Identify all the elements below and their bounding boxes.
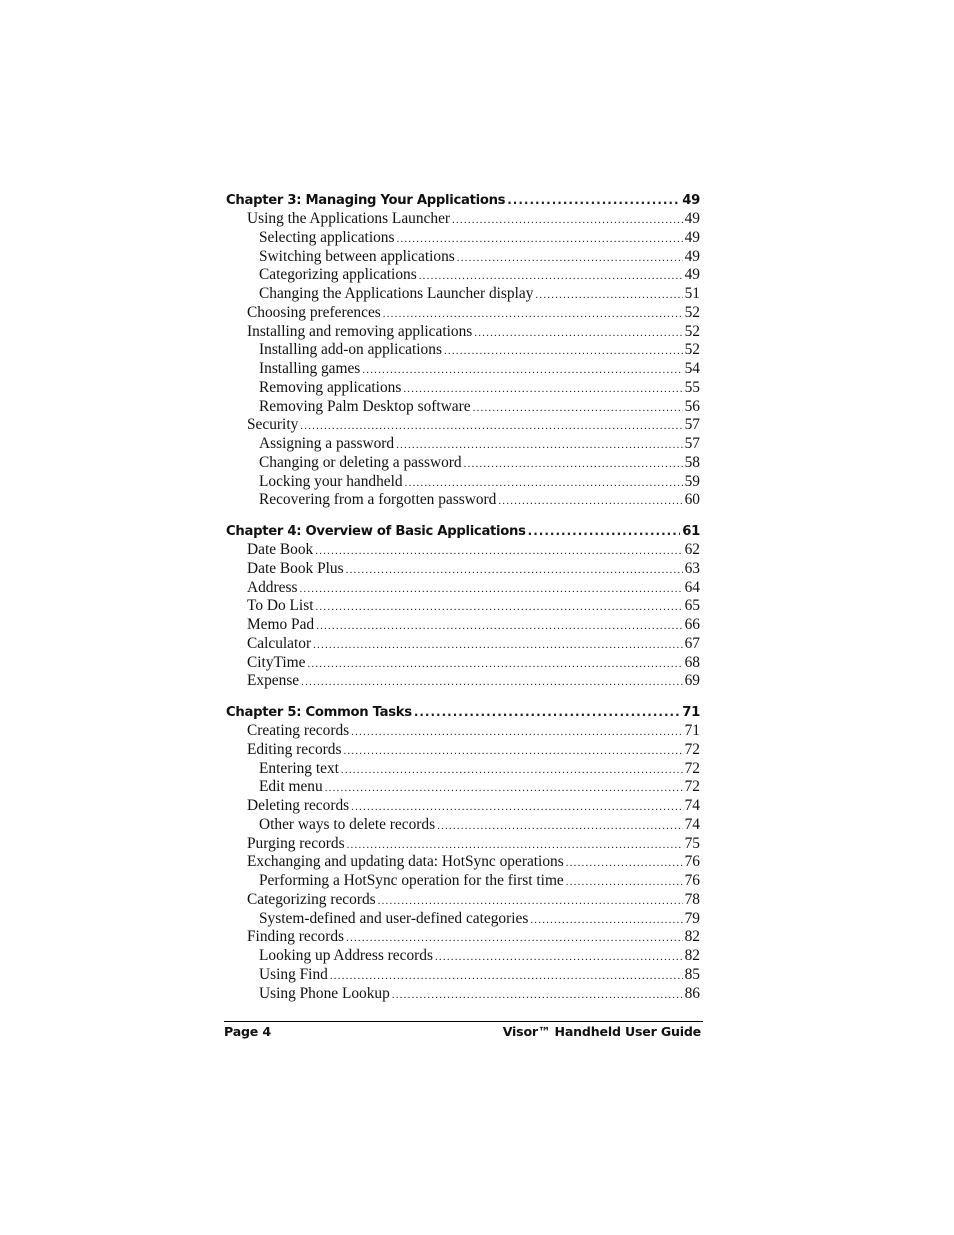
toc-dot-leader: [403, 380, 682, 399]
toc-page-number: 58: [684, 453, 700, 471]
toc-chapter: [226, 190, 700, 510]
toc-page-number: 74: [684, 797, 700, 814]
toc-entry-label: Removing applications: [259, 378, 402, 396]
toc-entry-label: Date Book: [247, 541, 314, 558]
toc-chapter-heading[interactable]: [226, 702, 700, 722]
toc-page-number: 65: [684, 597, 700, 615]
toc-subsection-entry[interactable]: [226, 985, 700, 1004]
toc-subsection-entry[interactable]: [226, 947, 700, 966]
toc-section-entry[interactable]: [226, 635, 700, 654]
toc-dot-leader: [528, 521, 681, 541]
toc-dot-leader: [341, 761, 683, 780]
toc-section-entry[interactable]: [226, 541, 700, 560]
toc-entry-label: Assigning a password: [259, 435, 395, 452]
toc-subsection-entry[interactable]: [226, 360, 700, 379]
toc-subsection-entry[interactable]: [226, 454, 700, 473]
toc-dot-leader: [452, 211, 683, 230]
toc-page-number: 72: [684, 759, 700, 777]
toc-entry-label: Removing Palm Desktop software: [259, 397, 471, 415]
toc-page-number: 68: [684, 653, 700, 671]
toc-dot-leader: [300, 417, 682, 436]
toc-section-entry[interactable]: [226, 672, 700, 691]
toc-entry-label: Changing or deleting a password: [259, 453, 462, 471]
toc-page-number: 54: [684, 360, 700, 377]
toc-entry-label: Security: [247, 416, 299, 434]
toc-page-number: 52: [684, 341, 700, 359]
footer-divider: [224, 1021, 703, 1022]
toc-subsection-entry[interactable]: [226, 872, 700, 891]
toc-dot-leader: [346, 561, 683, 580]
toc-dot-leader: [315, 542, 682, 561]
toc-page-number: 76: [684, 853, 700, 871]
toc-page-number: 85: [684, 965, 700, 983]
toc-dot-leader: [315, 598, 682, 617]
toc-dot-leader: [498, 492, 682, 511]
toc-subsection-entry[interactable]: [226, 229, 700, 248]
toc-chapter-title: Chapter 3: Managing Your Applications: [226, 193, 506, 208]
toc-subsection-entry[interactable]: [226, 491, 700, 510]
toc-entry-label: Deleting records: [247, 797, 350, 814]
toc-subsection-entry[interactable]: [226, 778, 700, 797]
toc-entry-label: Other ways to delete records: [259, 815, 436, 833]
toc-page-number: 79: [684, 909, 700, 927]
toc-page-number: 49: [684, 228, 700, 246]
toc-page-number: 74: [684, 815, 700, 833]
toc-entry-label: Performing a HotSync operation for the first time: [259, 872, 564, 889]
toc-dot-leader: [405, 474, 683, 493]
toc-page-number: 64: [684, 578, 700, 596]
toc-entry-label: Using Find: [259, 965, 328, 983]
toc-page-number: 60: [684, 491, 700, 509]
toc-entry-label: Selecting applications: [259, 228, 395, 246]
toc-section-entry[interactable]: [226, 853, 700, 872]
toc-page-number: 51: [684, 285, 700, 302]
toc-entry-label: Expense: [247, 672, 300, 690]
toc-entry-label: Installing games: [259, 360, 361, 377]
toc-entry-label: Switching between applications: [259, 247, 455, 265]
toc-dot-leader: [392, 986, 683, 1005]
toc-dot-leader: [330, 967, 683, 986]
toc-dot-leader: [325, 779, 683, 798]
toc-chapter: [226, 521, 700, 691]
toc-page-number: 59: [684, 472, 700, 490]
toc-entry-label: Edit menu: [259, 778, 323, 796]
toc-subsection-entry[interactable]: [226, 266, 700, 285]
toc-subsection-entry[interactable]: [226, 473, 700, 492]
toc-dot-leader: [464, 455, 683, 474]
toc-page-number: 78: [684, 890, 700, 908]
toc-entry-label: To Do List: [247, 597, 314, 615]
toc-dot-leader: [299, 580, 682, 599]
toc-section-entry[interactable]: [226, 891, 700, 910]
toc-page-number: 75: [684, 834, 700, 852]
toc-entry-label: Using Phone Lookup: [259, 984, 390, 1002]
toc-page-number: 76: [684, 872, 700, 889]
toc-dot-leader: [419, 267, 683, 286]
toc-entry-label: Locking your handheld: [259, 472, 403, 490]
toc-page-number: 71: [684, 722, 700, 739]
toc-subsection-entry[interactable]: [226, 285, 700, 304]
toc-entry-label: Looking up Address records: [259, 947, 433, 964]
toc-subsection-entry[interactable]: [226, 248, 700, 267]
toc-entry-label: Changing the Applications Launcher display: [259, 285, 534, 302]
toc-subsection-entry[interactable]: [226, 398, 700, 417]
toc-dot-leader: [473, 399, 683, 418]
toc-dot-leader: [307, 655, 682, 674]
toc-entry-label: Finding records: [247, 928, 345, 946]
toc-page-number: 82: [684, 947, 700, 964]
toc-dot-leader: [414, 702, 680, 722]
toc-subsection-entry[interactable]: [226, 966, 700, 985]
toc-entry-label: Creating records: [247, 722, 350, 739]
toc-entry-label: CityTime: [247, 653, 306, 671]
toc-page-number: 49: [684, 210, 700, 227]
toc-section-entry[interactable]: [226, 741, 700, 760]
toc-section-entry[interactable]: [226, 722, 700, 741]
toc-page-number: 57: [684, 435, 700, 452]
toc-entry-label: Using the Applications Launcher: [247, 210, 451, 227]
toc-section-entry[interactable]: [226, 210, 700, 229]
toc-chapter: [226, 702, 700, 1003]
toc-entry-label: Installing and removing applications: [247, 322, 473, 340]
toc-subsection-entry[interactable]: [226, 760, 700, 779]
toc-dot-leader: [397, 230, 683, 249]
toc-section-entry[interactable]: [226, 597, 700, 616]
toc-page-number: 72: [684, 740, 700, 758]
toc-subsection-entry[interactable]: [226, 379, 700, 398]
toc-page-number: 62: [684, 541, 700, 558]
toc-entry-label: Exchanging and updating data: HotSync operations: [247, 853, 564, 871]
toc-section-entry[interactable]: [226, 616, 700, 635]
toc-dot-leader: [316, 617, 682, 636]
toc-entry-label: Entering text: [259, 759, 339, 777]
toc-dot-leader: [566, 873, 683, 892]
toc-dot-leader: [437, 817, 683, 836]
toc-page-number: 72: [684, 778, 700, 796]
toc-page-number: 49: [684, 266, 700, 284]
toc-chapter-title: Chapter 5: Common Tasks: [226, 705, 412, 720]
toc-dot-leader: [301, 673, 682, 692]
toc-dot-leader: [351, 798, 682, 817]
toc-dot-leader: [313, 636, 683, 655]
toc-entry-label: Categorizing records: [247, 890, 376, 908]
toc-section-entry[interactable]: [226, 928, 700, 947]
toc-dot-leader: [507, 190, 680, 210]
toc-section-entry[interactable]: [226, 323, 700, 342]
toc-entry-label: Date Book Plus: [247, 559, 344, 577]
toc-page-number: 63: [684, 559, 700, 577]
toc-subsection-entry[interactable]: [226, 910, 700, 929]
toc-section-entry[interactable]: [226, 835, 700, 854]
toc-page-number: 66: [684, 616, 700, 633]
toc-dot-leader: [347, 836, 683, 855]
toc-page-number: 82: [684, 928, 700, 946]
toc-page-number: 86: [684, 984, 700, 1002]
toc-dot-leader: [474, 324, 682, 343]
toc-page-number: 56: [684, 397, 700, 415]
toc-entry-label: Memo Pad: [247, 616, 315, 633]
toc-dot-leader: [435, 948, 683, 967]
toc-page-number: 49: [682, 193, 700, 208]
toc-chapter-heading[interactable]: [226, 521, 700, 541]
toc-entry-label: Calculator: [247, 634, 312, 652]
toc-section-entry[interactable]: [226, 416, 700, 435]
toc-entry-label: Categorizing applications: [259, 266, 417, 284]
toc-entry-label: Recovering from a forgotten password: [259, 491, 497, 509]
toc-entry-label: Choosing preferences: [247, 303, 381, 321]
toc-chapter-heading[interactable]: [226, 190, 700, 210]
toc-dot-leader: [530, 911, 682, 930]
toc-page-number: 61: [682, 524, 700, 539]
toc-page-number: 52: [684, 322, 700, 340]
toc-page-number: 49: [684, 247, 700, 265]
toc-section-entry[interactable]: [226, 560, 700, 579]
toc-dot-leader: [351, 723, 682, 742]
toc-dot-leader: [343, 742, 682, 761]
toc-dot-leader: [444, 342, 683, 361]
toc-dot-leader: [383, 305, 683, 324]
toc-entry-label: System-defined and user-defined categories: [259, 909, 529, 927]
toc-section-entry[interactable]: [226, 797, 700, 816]
table-of-contents: [226, 190, 700, 1014]
toc-entry-label: Purging records: [247, 834, 345, 852]
toc-page-number: 69: [684, 672, 700, 690]
footer-page-number: Page 4: [224, 1024, 271, 1039]
toc-page-number: 71: [682, 705, 700, 720]
toc-page-number: 55: [684, 378, 700, 396]
toc-dot-leader: [566, 854, 683, 873]
toc-subsection-entry[interactable]: [226, 435, 700, 454]
toc-subsection-entry[interactable]: [226, 816, 700, 835]
toc-entry-label: Editing records: [247, 740, 342, 758]
toc-dot-leader: [346, 929, 683, 948]
toc-dot-leader: [457, 249, 683, 268]
toc-section-entry[interactable]: [226, 654, 700, 673]
toc-dot-leader: [396, 436, 683, 455]
toc-page-number: 57: [684, 416, 700, 434]
toc-chapter-title: Chapter 4: Overview of Basic Applications: [226, 524, 526, 539]
toc-dot-leader: [535, 286, 682, 305]
toc-section-entry[interactable]: [226, 304, 700, 323]
toc-entry-label: Installing add-on applications: [259, 341, 442, 359]
toc-page-number: 67: [684, 634, 700, 652]
toc-subsection-entry[interactable]: [226, 341, 700, 360]
footer-book-title: Visor™ Handheld User Guide: [502, 1024, 701, 1039]
toc-entry-label: Address: [247, 578, 298, 596]
toc-dot-leader: [378, 892, 683, 911]
toc-section-entry[interactable]: [226, 579, 700, 598]
toc-dot-leader: [362, 361, 682, 380]
toc-page-number: 52: [684, 303, 700, 321]
